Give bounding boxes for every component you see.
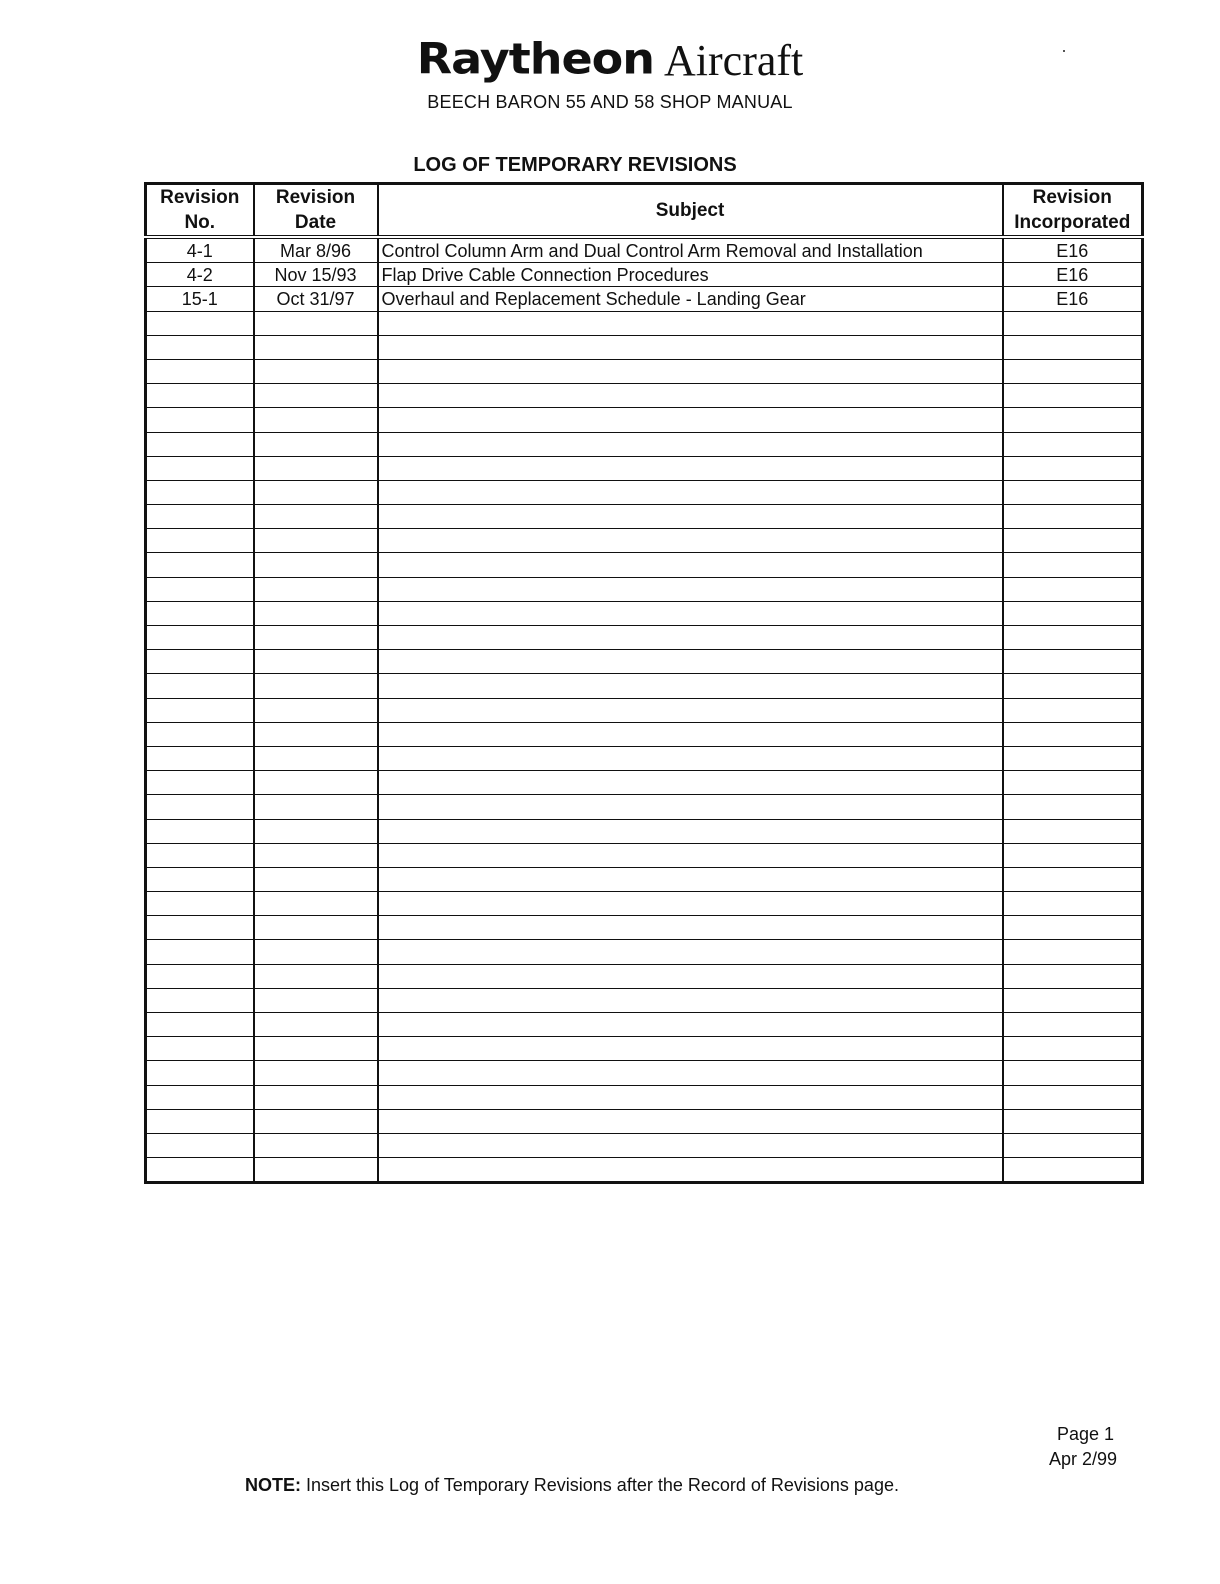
table-row [146,940,1143,964]
incorporated-cell [1003,819,1143,843]
revision-date-cell [254,432,378,456]
incorporated-cell: E16 [1003,263,1143,287]
revision-no-cell [146,432,254,456]
subject-cell [378,601,1003,625]
revision-no-cell: 4-1 [146,237,254,263]
incorporated-cell [1003,867,1143,891]
incorporated-cell [1003,601,1143,625]
col-header-line: Date [294,212,337,233]
note-text: Insert this Log of Temporary Revisions after the Record of Revisions page. [301,1475,899,1495]
subject-cell [378,843,1003,867]
incorporated-cell [1003,1013,1143,1037]
table-row [146,1158,1143,1183]
table-row [146,867,1143,891]
table-row [146,553,1143,577]
col-header-subject [378,184,1003,238]
revision-no-cell [146,601,254,625]
subject-cell [378,771,1003,795]
revision-no-cell [146,722,254,746]
table-row [146,505,1143,529]
incorporated-cell [1003,480,1143,504]
revision-date-cell [254,601,378,625]
table-row [146,601,1143,625]
page-number: Page 1 [1056,1424,1114,1444]
revision-date-cell: Nov 15/93 [254,263,378,287]
revision-date-cell [254,1085,378,1109]
subject-cell: Control Column Arm and Dual Control Arm Removal and Installation [378,237,1003,263]
table-row [146,698,1143,722]
table-row [146,722,1143,746]
subject-cell [378,892,1003,916]
revision-date-cell [254,650,378,674]
revision-no-cell [146,1085,254,1109]
revision-date-cell [254,867,378,891]
subject-cell [378,529,1003,553]
revision-date-cell [254,746,378,770]
revision-date-cell [254,843,378,867]
subject-cell [378,359,1003,383]
revision-no-cell [146,964,254,988]
incorporated-cell [1003,988,1143,1012]
revision-no-cell: 15-1 [146,287,254,311]
revision-date-cell [254,1061,378,1085]
subject-cell [378,674,1003,698]
table-row [146,456,1143,480]
table-row [146,1133,1143,1157]
revision-date-cell: Mar 8/96 [254,237,378,263]
subject-cell [378,480,1003,504]
revision-no-cell [146,1061,254,1085]
revision-date-cell [254,940,378,964]
subject-cell [378,432,1003,456]
footer-note [245,1475,899,1496]
incorporated-cell [1003,456,1143,480]
incorporated-cell [1003,940,1143,964]
revision-date-cell [254,1133,378,1157]
revision-no-cell [146,892,254,916]
revision-no-cell [146,1013,254,1037]
revision-date-cell [254,1109,378,1133]
subject-cell [378,795,1003,819]
revision-no-cell [146,795,254,819]
subject-cell [378,1133,1003,1157]
col-header-revision-date [254,184,378,238]
incorporated-cell [1003,311,1143,335]
incorporated-cell [1003,626,1143,650]
table-row [146,480,1143,504]
revision-date-cell [254,480,378,504]
revision-date-cell [254,335,378,359]
incorporated-cell [1003,916,1143,940]
incorporated-cell [1003,1037,1143,1061]
table-row [146,892,1143,916]
revision-no-cell [146,698,254,722]
subject-cell [378,553,1003,577]
revision-no-cell [146,940,254,964]
revision-date-cell [254,771,378,795]
table-row [146,771,1143,795]
revision-no-cell [146,480,254,504]
incorporated-cell [1003,795,1143,819]
revision-date-cell [254,553,378,577]
subject-cell [378,964,1003,988]
subject-cell: Flap Drive Cable Connection Procedures [378,263,1003,287]
revision-date-cell [254,892,378,916]
subject-cell [378,940,1003,964]
table-row [146,1061,1143,1085]
revision-date-cell [254,674,378,698]
table-row [146,964,1143,988]
incorporated-cell [1003,843,1143,867]
subject-cell [378,1061,1003,1085]
table-row [146,988,1143,1012]
incorporated-cell [1003,359,1143,383]
table-row [146,359,1143,383]
subject-cell [378,1085,1003,1109]
incorporated-cell [1003,650,1143,674]
incorporated-cell: E16 [1003,287,1143,311]
revision-date-cell [254,988,378,1012]
revision-no-cell [146,843,254,867]
revision-no-cell: 4-2 [146,263,254,287]
revision-no-cell [146,456,254,480]
table-row [146,432,1143,456]
revision-no-cell [146,359,254,383]
revision-date-cell [254,795,378,819]
subject-cell [378,577,1003,601]
col-header-line: Revision [275,187,356,208]
incorporated-cell [1003,1061,1143,1085]
table-row [146,916,1143,940]
revision-no-cell [146,505,254,529]
table-row [146,1085,1143,1109]
table-row [146,674,1143,698]
revision-date-cell: Oct 31/97 [254,287,378,311]
subject-cell [378,722,1003,746]
table-row [146,1109,1143,1133]
subject-cell [378,408,1003,432]
revision-date-cell [254,1037,378,1061]
table-row [146,408,1143,432]
log-title: LOG OF TEMPORARY REVISIONS [413,154,737,176]
subject-cell [378,456,1003,480]
revision-no-cell [146,771,254,795]
incorporated-cell [1003,771,1143,795]
revisions-table [144,182,1144,1184]
table-row [146,335,1143,359]
col-header-line: Subject [655,199,725,221]
col-header-line: Revision [1032,187,1112,208]
table-row [146,1013,1143,1037]
col-header-line: No. [184,212,216,233]
revision-no-cell [146,1109,254,1133]
revision-no-cell [146,819,254,843]
revision-date-cell [254,819,378,843]
revision-no-cell [146,577,254,601]
incorporated-cell [1003,432,1143,456]
col-header-line: Incorporated [1014,212,1131,233]
revision-no-cell [146,1037,254,1061]
incorporated-cell [1003,674,1143,698]
table-row [146,577,1143,601]
logo-wordmark-bold: Raytheon [416,34,655,84]
revision-no-cell [146,408,254,432]
subject-cell: Overhaul and Replacement Schedule - Landing Gear [378,287,1003,311]
incorporated-cell [1003,335,1143,359]
incorporated-cell: E16 [1003,237,1143,263]
revision-no-cell [146,384,254,408]
table-row [146,1037,1143,1061]
scan-speck [1063,50,1065,52]
revision-date-cell [254,1158,378,1183]
col-header-revision-incorporated [1003,184,1143,238]
revision-date-cell [254,311,378,335]
table-row [146,819,1143,843]
subject-cell [378,650,1003,674]
table-row [146,263,1143,287]
table-row [146,237,1143,263]
revision-no-cell [146,650,254,674]
subject-cell [378,505,1003,529]
revision-no-cell [146,553,254,577]
incorporated-cell [1003,746,1143,770]
subject-cell [378,1037,1003,1061]
revision-no-cell [146,988,254,1012]
incorporated-cell [1003,964,1143,988]
table-row [146,650,1143,674]
subject-cell [378,1158,1003,1183]
incorporated-cell [1003,1085,1143,1109]
incorporated-cell [1003,1133,1143,1157]
incorporated-cell [1003,1158,1143,1183]
manual-title: BEECH BARON 55 AND 58 SHOP MANUAL [427,92,793,112]
revision-date-cell [254,505,378,529]
revision-date-cell [254,384,378,408]
subject-cell [378,1013,1003,1037]
incorporated-cell [1003,577,1143,601]
subject-cell [378,819,1003,843]
subject-cell [378,916,1003,940]
note-label: NOTE: [245,1475,301,1495]
page-header [0,36,1220,83]
incorporated-cell [1003,384,1143,408]
col-header-revision-no [146,184,254,238]
table-row [146,626,1143,650]
subject-cell [378,988,1003,1012]
incorporated-cell [1003,892,1143,916]
table-header-row [146,184,1143,238]
subject-cell [378,384,1003,408]
table-row [146,795,1143,819]
revision-date-cell [254,1013,378,1037]
revision-no-cell [146,335,254,359]
revision-no-cell [146,674,254,698]
revision-date-cell [254,408,378,432]
subject-cell [378,626,1003,650]
revision-date-cell [254,916,378,940]
revision-no-cell [146,311,254,335]
subject-cell [378,867,1003,891]
revision-date-cell [254,964,378,988]
revisions-table-body [146,237,1143,1183]
incorporated-cell [1003,529,1143,553]
revision-date-cell [254,722,378,746]
page-date: Apr 2/99 [1048,1449,1117,1469]
logo-wordmark-serif: Aircraft [664,36,804,85]
table-row [146,843,1143,867]
revision-no-cell [146,1158,254,1183]
subject-cell [378,311,1003,335]
revision-no-cell [146,746,254,770]
subject-cell [378,698,1003,722]
revision-date-cell [254,359,378,383]
revision-no-cell [146,626,254,650]
table-row [146,287,1143,311]
incorporated-cell [1003,408,1143,432]
table-row [146,529,1143,553]
incorporated-cell [1003,553,1143,577]
revision-date-cell [254,626,378,650]
table-row [146,311,1143,335]
revision-date-cell [254,456,378,480]
raytheon-aircraft-logo [417,36,804,83]
revision-no-cell [146,1133,254,1157]
revision-no-cell [146,529,254,553]
table-row [146,746,1143,770]
revision-date-cell [254,577,378,601]
revision-date-cell [254,698,378,722]
revision-no-cell [146,916,254,940]
subject-cell [378,335,1003,359]
revision-no-cell [146,867,254,891]
subject-cell [378,746,1003,770]
incorporated-cell [1003,722,1143,746]
revision-date-cell [254,529,378,553]
table-row [146,384,1143,408]
incorporated-cell [1003,698,1143,722]
incorporated-cell [1003,505,1143,529]
subject-cell [378,1109,1003,1133]
incorporated-cell [1003,1109,1143,1133]
col-header-line: Revision [160,187,240,208]
